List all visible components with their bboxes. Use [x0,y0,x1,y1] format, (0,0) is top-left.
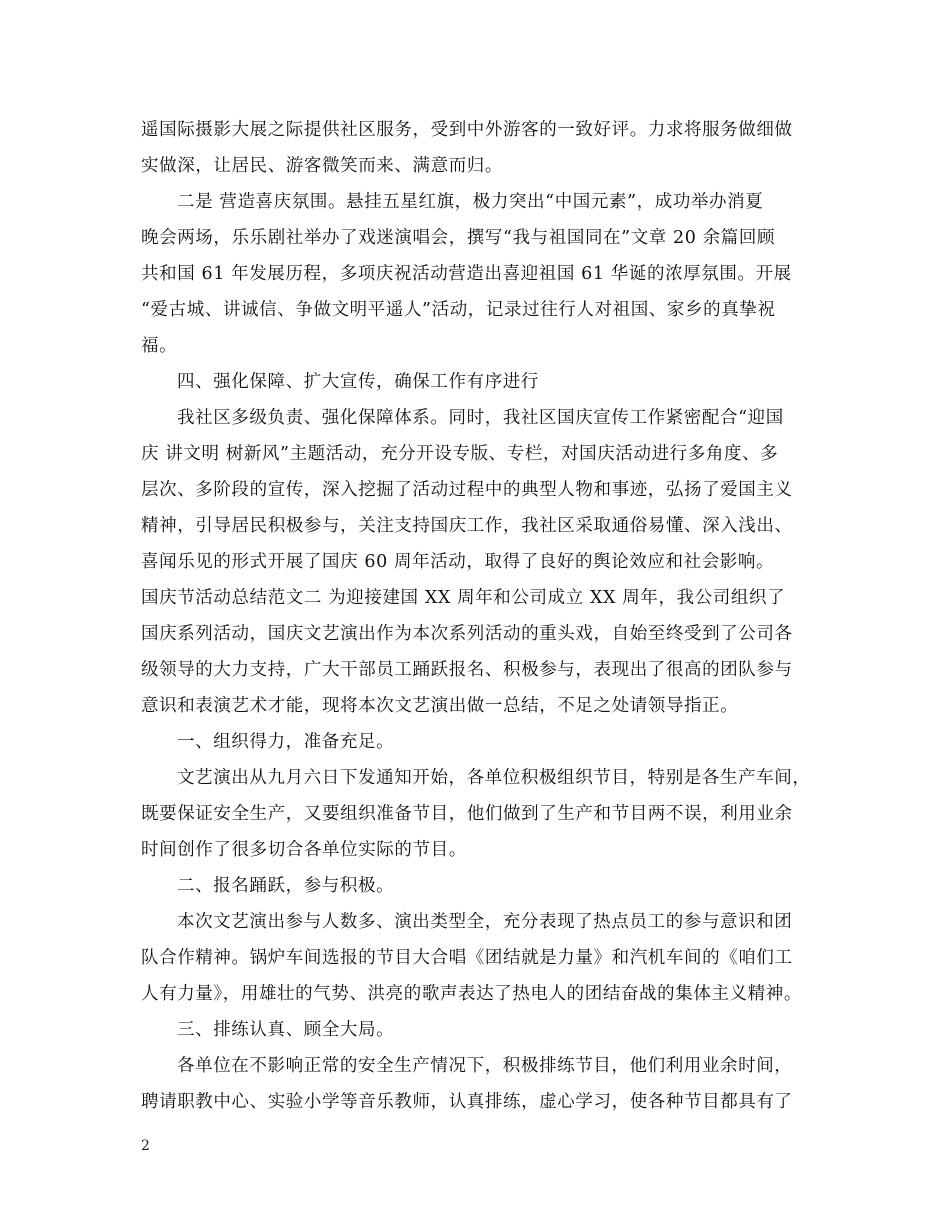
text-line: 国庆节活动总结范文二 为迎接建国 XX 周年和公司成立 XX 周年，我公司组织了 [141,588,786,608]
text-line: 实做深，让居民、游客微笑而来、满意而归。 [141,156,503,176]
section-heading: 三、排练认真、顾全大局。 [177,1020,395,1040]
section-heading: 一、组织得力，准备充足。 [177,732,395,752]
text-line: 既要保证安全生产，又要组织准备节目，他们做到了生产和节目两不误，利用业余 [141,804,793,824]
text-line: 文艺演出从九月六日下发通知开始，各单位积极组织节目，特别是各生产车间， [177,768,811,788]
text-line: 人有力量》，用雄壮的气势、洪亮的歌声表达了热电人的团结奋战的集体主义精神。 [141,984,802,1004]
text-line: 各单位在不影响正常的安全生产情况下，积极排练节目，他们利用业余时间， [177,1056,793,1076]
text-line: 福。 [141,336,178,356]
text-line: 共和国 61 年发展历程，多项庆祝活动营造出喜迎祖国 61 华诞的浓厚氛围。开展 [141,264,792,284]
text-line: 遥国际摄影大展之际提供社区服务，受到中外游客的一致好评。力求将服务做细做 [141,120,793,140]
body-text [141,112,821,1120]
text-line: 庆 讲文明 树新风”主题活动，充分开设专版、专栏，对国庆活动进行多角度、多 [141,444,779,464]
text-line: 二是 营造喜庆氛围。悬挂五星红旗，极力突出“中国元素”，成功举办消夏 [177,192,764,212]
text-line: 队合作精神。锅炉车间选报的节目大合唱《团结就是力量》和汽机车间的《咱们工 [141,948,793,968]
text-line: 喜闻乐见的形式开展了国庆 60 周年活动，取得了良好的舆论效应和社会影响。 [141,552,775,572]
text-line: 聘请职教中心、实验小学等音乐教师，认真排练，虚心学习，使各种节目都具有了 [141,1092,793,1112]
text-line: 意识和表演艺术才能，现将本次文艺演出做一总结，不足之处请领导指正。 [141,696,739,716]
text-line: 时间创作了很多切合各单位实际的节目。 [141,840,467,860]
page-number: 2 [141,1138,150,1154]
text-line: 国庆系列活动，国庆文艺演出作为本次系列活动的重头戏，自始至终受到了公司各 [141,624,793,644]
text-line: 精神，引导居民积极参与，关注支持国庆工作，我社区采取通俗易懂、深入浅出、 [141,516,793,536]
text-line: “爱古城、讲诚信、争做文明平遥人”活动，记录过往行人对祖国、家乡的真挚祝 [141,300,776,320]
text-line: 级领导的大力支持，广大干部员工踊跃报名、积极参与，表现出了很高的团队参与 [141,660,793,680]
text-line: 本次文艺演出参与人数多、演出类型全，充分表现了热点员工的参与意识和团 [177,912,793,932]
text-line: 晚会两场，乐乐剧社举办了戏迷演唱会，撰写“我与祖国同在”文章 20 余篇回顾 [141,228,776,248]
text-line: 我社区多级负责、强化保障体系。同时，我社区国庆宣传工作紧密配合“迎国 [177,408,784,428]
section-heading: 二、报名踊跃，参与积极。 [177,876,395,896]
text-line: 层次、多阶段的宣传，深入挖掘了活动过程中的典型人物和事迹，弘扬了爱国主义 [141,480,793,500]
section-heading: 四、强化保障、扩大宣传，确保工作有序进行 [177,372,539,392]
